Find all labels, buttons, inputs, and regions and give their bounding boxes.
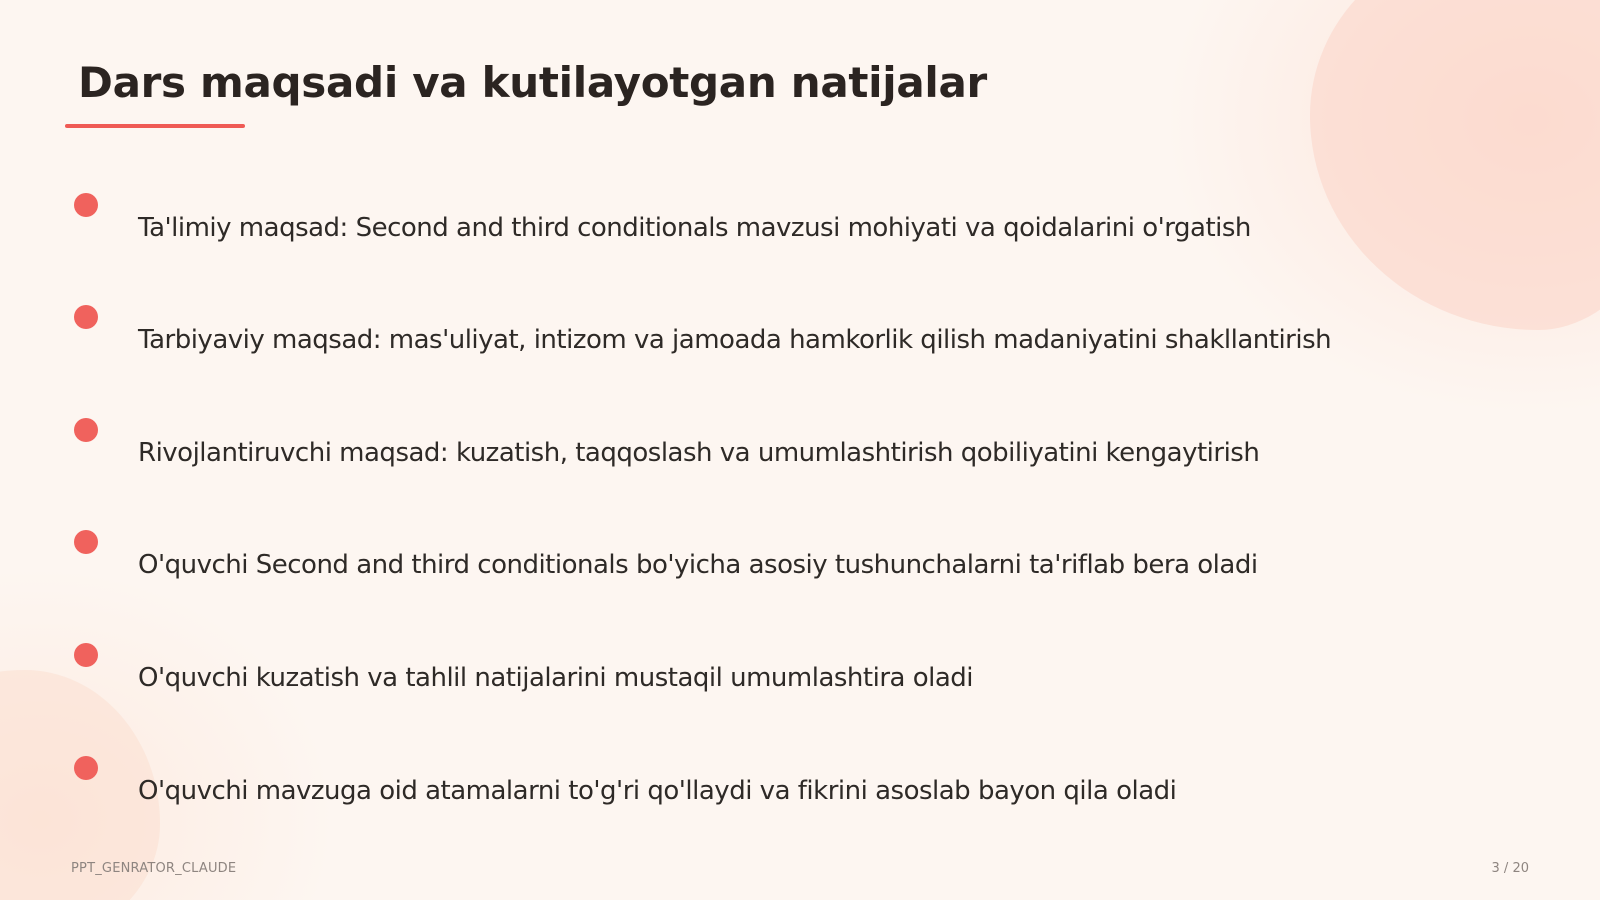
bullet-text: Rivojlantiruvchi maqsad: kuzatish, taqqoslash va umumlashtirish qobiliyatini kengaytirish: [138, 438, 1260, 468]
bullet-item: [0, 305, 1600, 375]
bullet-dot-icon: [74, 643, 98, 667]
bullet-text: Ta'limiy maqsad: Second and third conditionals mavzusi mohiyati va qoidalarini o'rgatish: [138, 213, 1251, 243]
bullet-item: [0, 193, 1600, 263]
slide-title: Dars maqsadi va kutilayotgan natijalar: [78, 58, 987, 107]
title-underline: [65, 124, 245, 128]
bullet-text: O'quvchi kuzatish va tahlil natijalarini mustaqil umumlashtira oladi: [138, 663, 973, 693]
bullet-item: [0, 643, 1600, 713]
bullet-text: O'quvchi Second and third conditionals bo'yicha asosiy tushunchalarni ta'riflab bera oladi: [138, 550, 1258, 580]
bullet-dot-icon: [74, 756, 98, 780]
bullet-text: O'quvchi mavzuga oid atamalarni to'g'ri qo'llaydi va fikrini asoslab bayon qila oladi: [138, 776, 1177, 806]
footer-generator-label: PPT_GENRATOR_CLAUDE: [71, 861, 237, 876]
bullet-item: [0, 756, 1600, 826]
bullet-item: [0, 418, 1600, 488]
bullet-item: [0, 530, 1600, 600]
decorative-blob-top-right: [1310, 0, 1600, 330]
bullet-text: Tarbiyaviy maqsad: mas'uliyat, intizom va jamoada hamkorlik qilish madaniyatini shakllantirish: [138, 325, 1332, 355]
bullet-dot-icon: [74, 305, 98, 329]
bullet-dot-icon: [74, 193, 98, 217]
page-number: 3 / 20: [1491, 861, 1529, 876]
bullet-dot-icon: [74, 418, 98, 442]
bullet-dot-icon: [74, 530, 98, 554]
